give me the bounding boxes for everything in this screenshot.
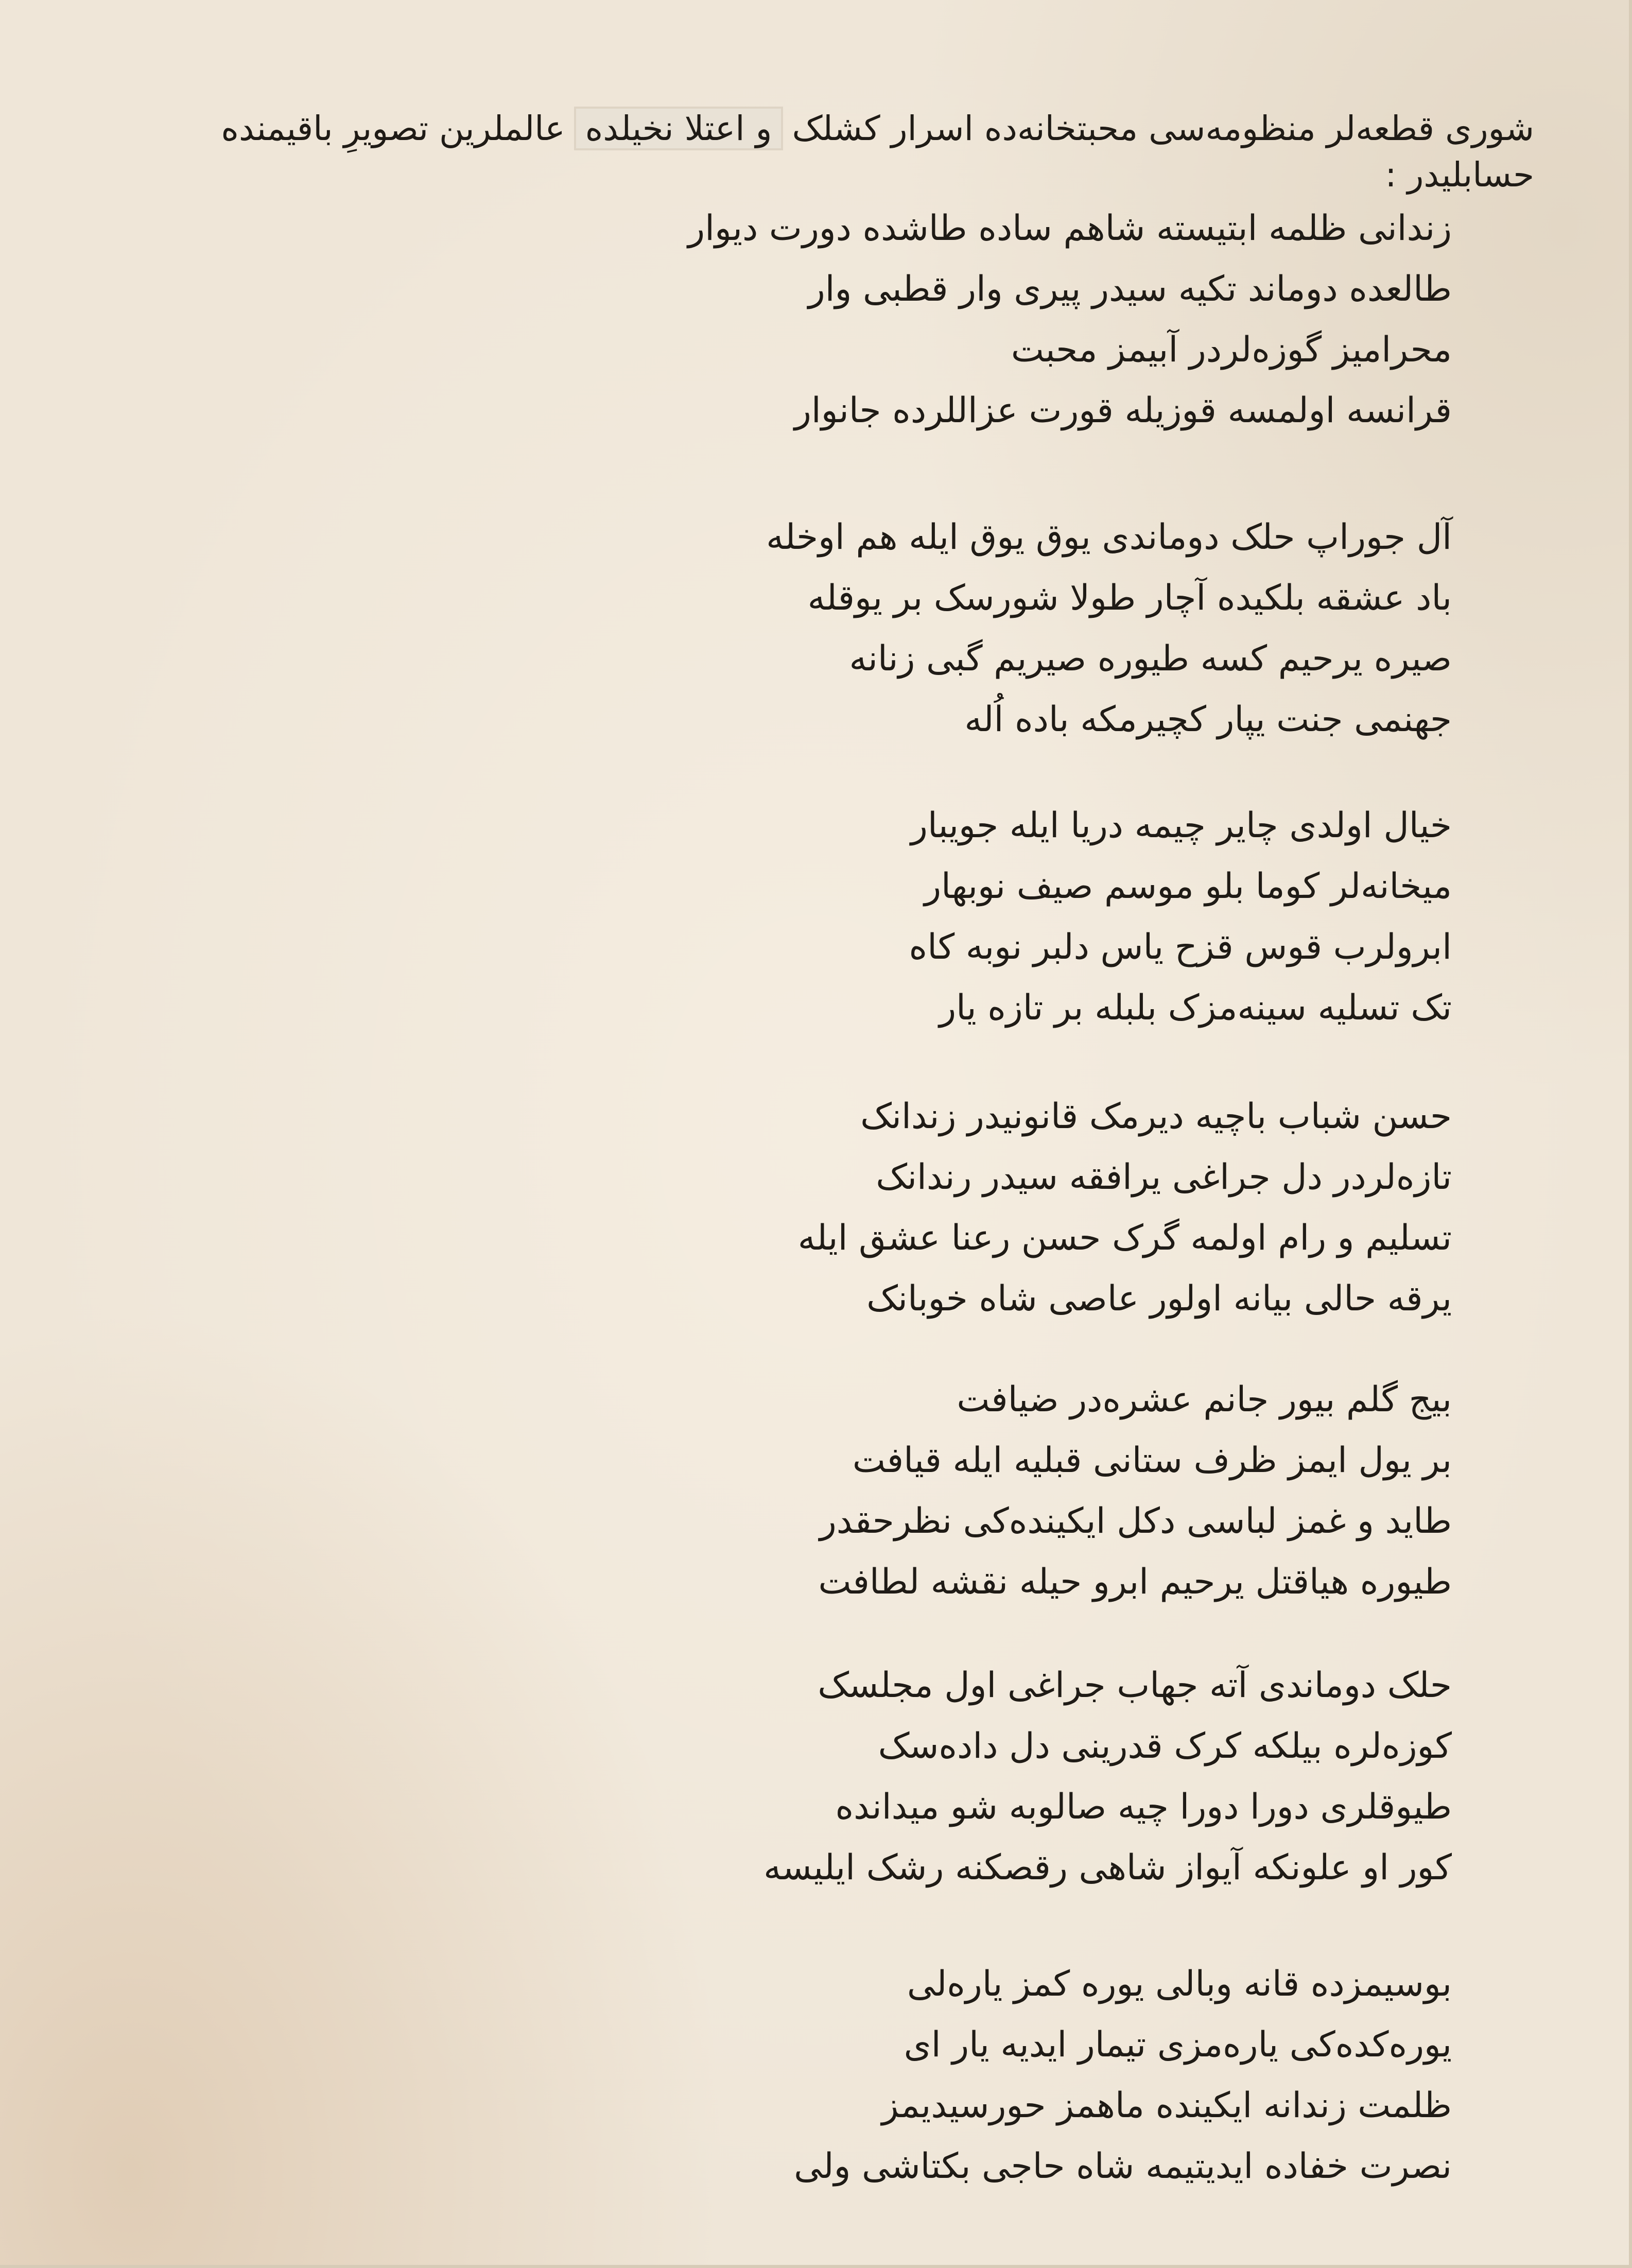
verse-line: ابرولرب قوس قزح یاس دلبر نوبه کاه <box>909 927 1452 967</box>
stanza-6 <box>474 1655 1452 1898</box>
verse-line: ظلمت زندانه ایکینده ماهمز حورسیدیمز <box>881 2085 1452 2126</box>
header-text-part-2: عالملرین تصویرِ باقیمنده <box>221 109 565 148</box>
verse-line: کور او علونکه آیواز شاهی رقصکنه رشک ایلیسه <box>763 1847 1452 1888</box>
verse-line: تازه‌لردر دل جراغی یرافقه سیدر رندانک <box>876 1157 1452 1198</box>
stanza-3 <box>474 795 1452 1038</box>
verse-line: طیوره هیاقتل یرحیم ابرو حیله نقشه لطافت <box>818 1562 1452 1602</box>
verse-line: آل جوراپ حلک دوماندی یوق یوق ایله هم اوخله <box>766 517 1452 558</box>
stanza-7 <box>474 1954 1452 2197</box>
verse-line: صیره یرحیم کسه طیوره صیریم گبی زنانه <box>849 638 1452 679</box>
stanza-2 <box>474 507 1452 750</box>
verse-line: حلک دوماندی آته جهاب جراغی اول مجلسک <box>818 1665 1452 1706</box>
verse-line: تک تسلیه سینه‌مزک بلبله بر تازه یار <box>939 988 1452 1028</box>
verse-line: قرانسه اولمسه قوزیله قورت عزاللرده جانوار <box>794 390 1452 431</box>
stanza-1 <box>474 198 1452 441</box>
verse-line: بیج گلم بیور جانم عشره‌در ضیافت <box>957 1379 1452 1420</box>
verse-line: طاید و غمز لباسی دکل ایکینده‌کی نظرحقدر <box>819 1501 1452 1542</box>
verse-line: حسن شباب باچیه دیرمک قانونیدر زندانک <box>860 1096 1452 1137</box>
verse-line: نصرت خفاده ایدیتیمه شاه حاجی بکتاشی ولی <box>794 2146 1452 2187</box>
verse-line: بوسیمزده قانه وبالی یوره کمز یاره‌لی <box>907 1964 1452 2004</box>
header-line-2: حسابلیدر : <box>1385 155 1534 195</box>
verse-line: خیال اولدی چایر چیمه دریا ایله جویبار <box>911 805 1452 846</box>
verse-line: محرامیز گوزه‌لردر آبیمز محبت <box>1011 330 1452 370</box>
verse-line: باد عشقه بلکیده آچار طولا شورسک بر یوقله <box>807 578 1452 618</box>
verse-line: یوره‌کده‌کی یاره‌مزی تیمار ایدیه یار ای <box>904 2024 1452 2065</box>
verse-line: کوزه‌لره بیلکه کرک قدرینی دل داده‌سک <box>878 1726 1452 1767</box>
verse-line: بر یول ایمز ظرف ستانی قبلیه ایله قیافت <box>852 1440 1452 1481</box>
verse-line: طالعده دوماند تکیه سیدر پیری وار قطبی وار <box>808 269 1452 309</box>
verse-line: تسلیم و رام اولمه گرک حسن رعنا عشق ایله <box>797 1218 1452 1258</box>
stanza-4 <box>474 1086 1452 1329</box>
header-pasted-correction: و اعتلا نخیلده <box>576 109 782 148</box>
verse-line: یرقه حالی بیانه اولور عاصی شاه خوبانک <box>866 1278 1452 1319</box>
header-text-part-1: شوری قطعه‌لر منظومه‌سی محبتخانه‌ده اسرار کشلک <box>792 109 1534 148</box>
verse-line: میخانه‌لر کوما بلو موسم صیف نوبهار <box>924 866 1452 907</box>
verse-line: زندانی ظلمه ابتیسته شاهم ساده طاشده دورت دیوار <box>688 208 1452 249</box>
stanza-5 <box>474 1370 1452 1613</box>
verse-line: طیوقلری دورا دورا چیه صالوبه شو میدانده <box>835 1787 1452 1827</box>
verse-line: جهنمی جنت یپار کچیرمکه باده اُله <box>964 699 1452 740</box>
